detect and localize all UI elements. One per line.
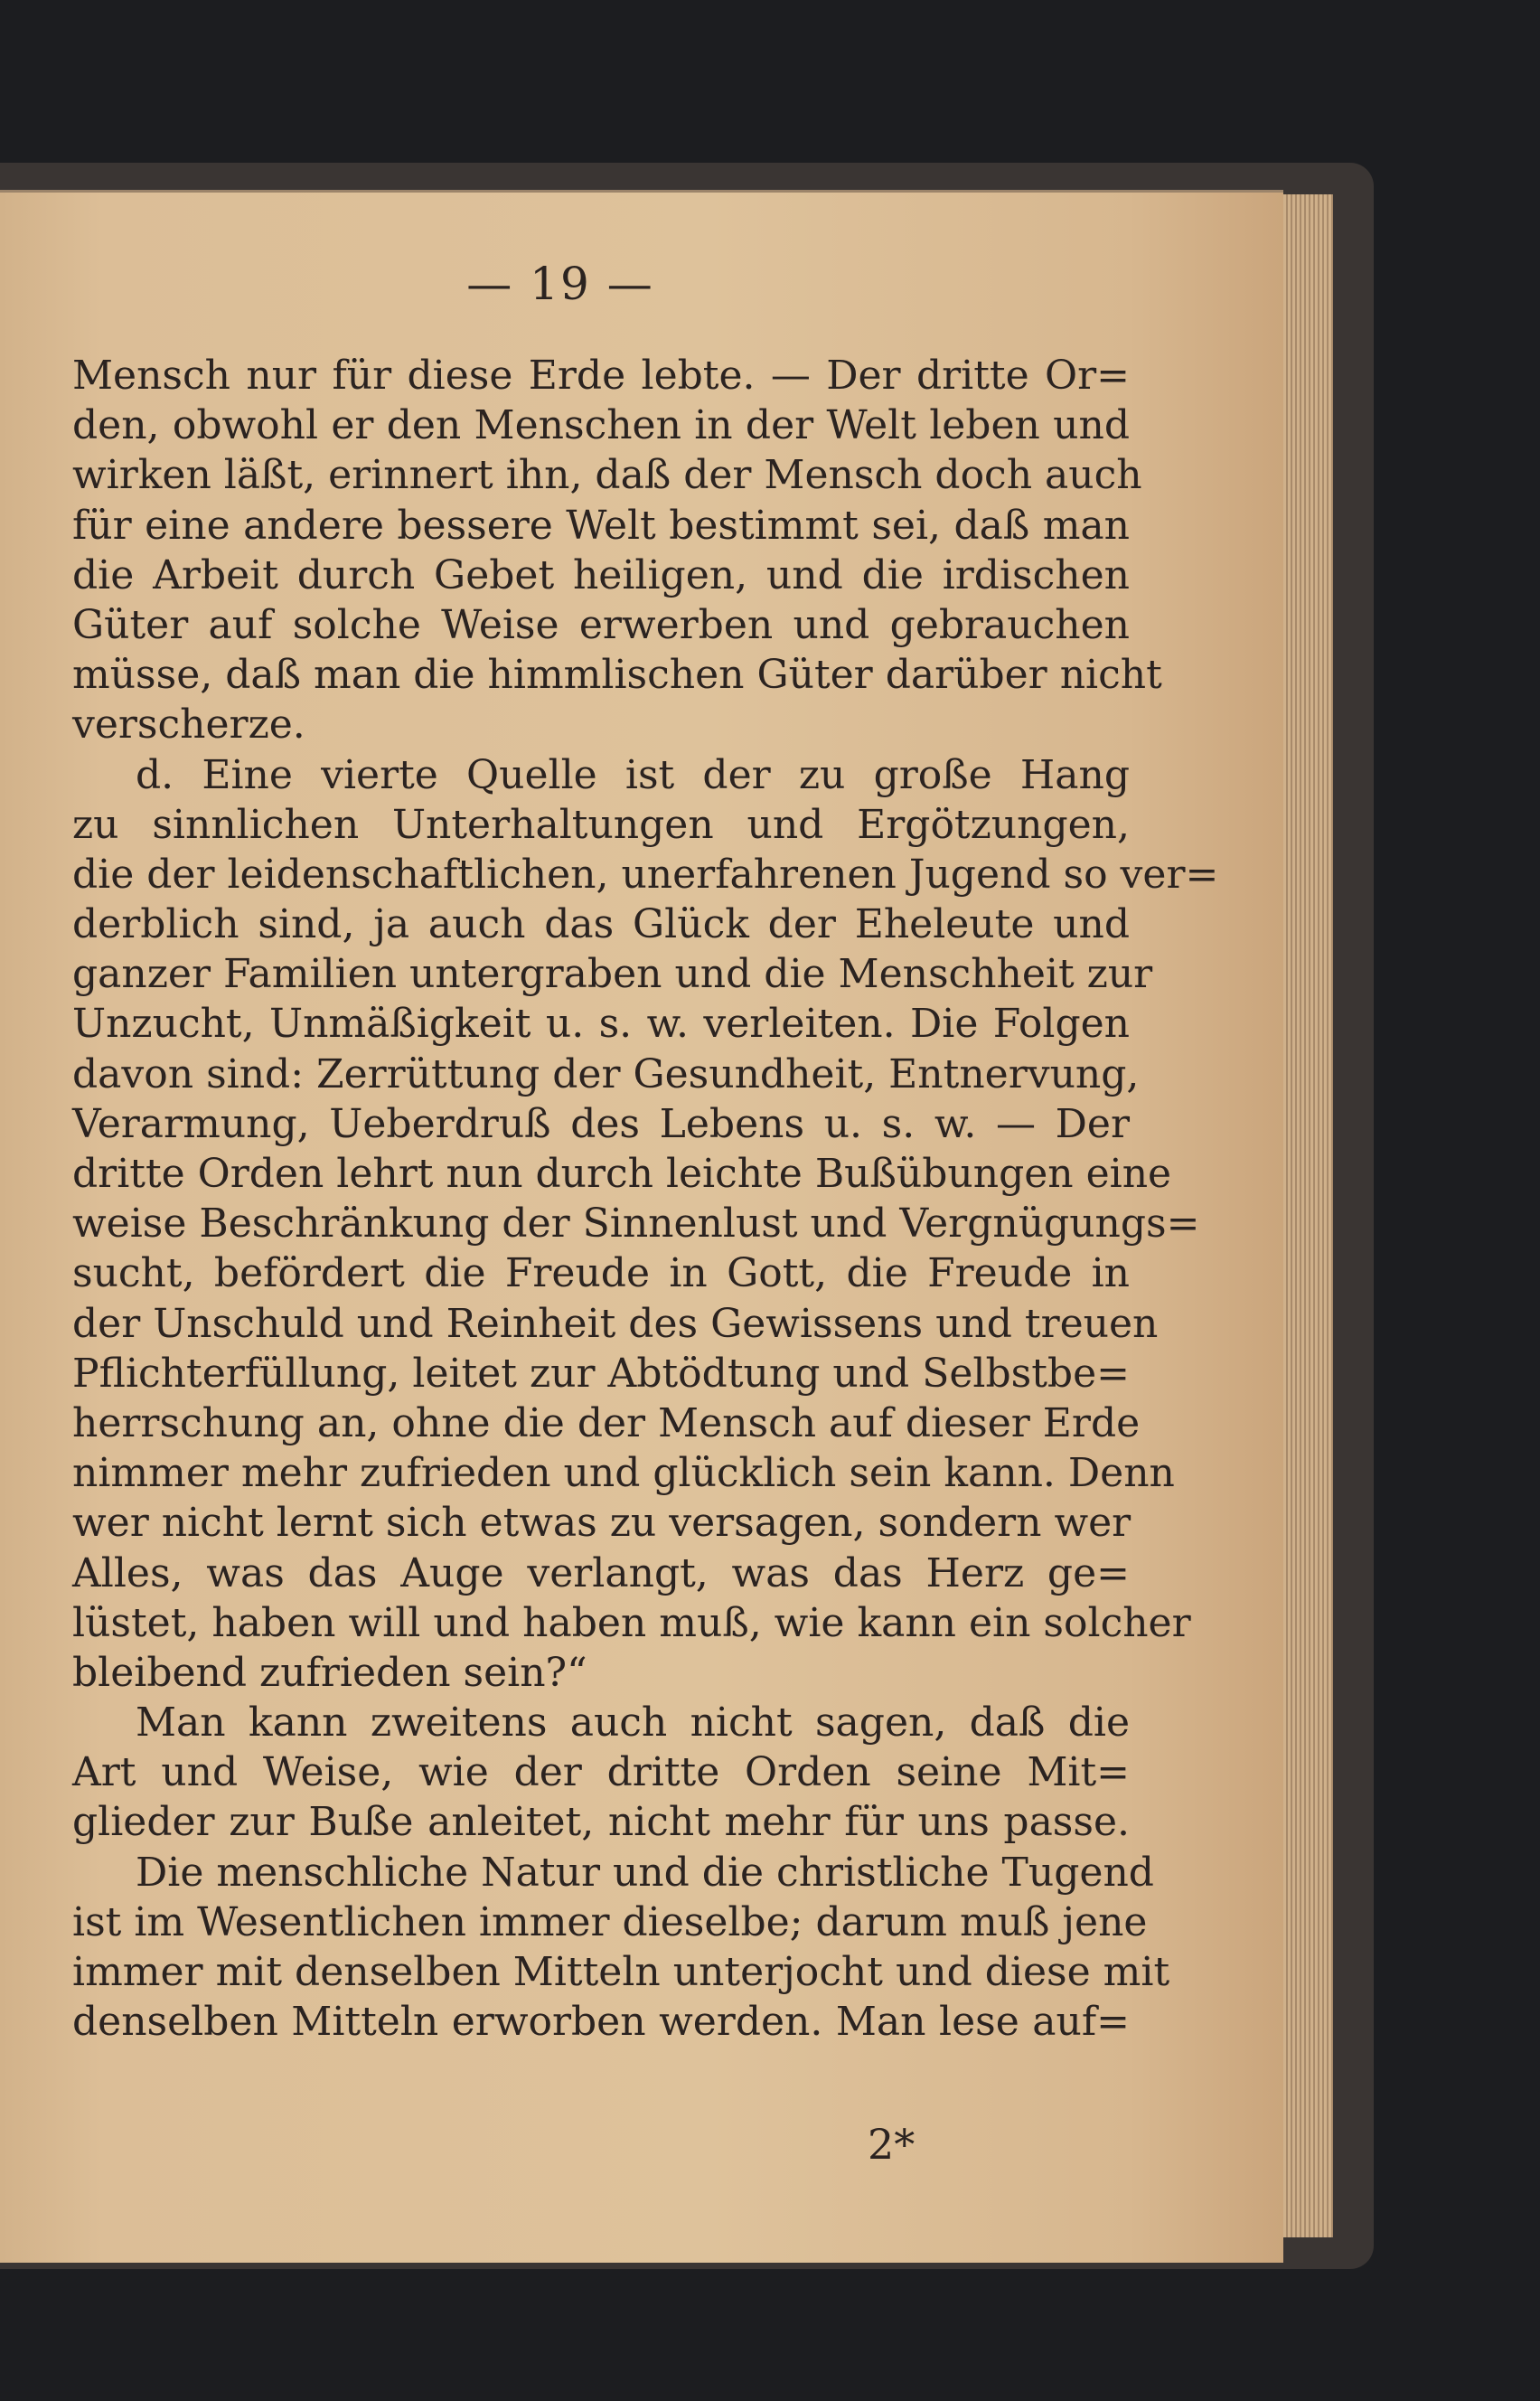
text-line: wirken läßt, erinnert ihn, daß der Mensch doch auch — [72, 452, 1142, 499]
text-line: ist im Wesentlichen immer dieselbe; darum muß jene — [72, 1898, 1148, 1945]
text-line: dritte Orden lehrt nun durch leichte Bußübungen eine — [72, 1151, 1172, 1197]
text-line: den, obwohl er den Menschen in der Welt leben und — [72, 402, 1130, 449]
text-line: Alles, was das Auge verlangt, was das Herz ge= — [72, 1549, 1130, 1596]
text-line: ganzer Familien untergraben und die Menschheit zur — [72, 951, 1153, 998]
page-text — [72, 351, 1219, 2047]
text-line: zu sinnlichen Unterhaltungen und Ergötzungen, — [72, 801, 1130, 848]
text-line: immer mit denselben Mitteln unterjocht und diese mit — [72, 1949, 1170, 1995]
text-line: Die menschliche Natur und die christliche Tugend — [136, 1849, 1154, 1896]
text-line: Man kann zweitens auch nicht sagen, daß die — [136, 1700, 1130, 1747]
text-line: bleibend zufrieden sein?“ — [72, 1649, 587, 1696]
text-line: nimmer mehr zufrieden und glücklich sein kann. Denn — [72, 1450, 1175, 1497]
text-line: Unzucht, Unmäßigkeit u. s. w. verleiten. Die Folgen — [72, 1001, 1130, 1048]
text-line: für eine andere bessere Welt bestimmt sei, daß man — [72, 502, 1130, 549]
page-number: — 19 — — [466, 258, 654, 310]
text-line: davon sind: Zerrüttung der Gesundheit, Entnervung, — [72, 1050, 1140, 1097]
text-line: weise Beschränkung der Sinnenlust und Vergnügungs= — [72, 1200, 1200, 1248]
text-line: der Unschuld und Reinheit des Gewissens und treuen — [72, 1300, 1159, 1347]
text-line: derblich sind, ja auch das Glück der Eheleute und — [72, 901, 1130, 948]
text-line: Verarmung, Ueberdruß des Lebens u. s. w. — Der — [72, 1100, 1130, 1147]
text-line: Pflichterfüllung, leitet zur Abtödtung und Selbstbe= — [72, 1350, 1130, 1397]
text-line: Mensch nur für diese Erde lebte. — Der dritte Or= — [72, 353, 1130, 399]
page-edges — [1283, 194, 1333, 2237]
text-line: Art und Weise, wie der dritte Orden seine Mit= — [72, 1749, 1130, 1796]
text-line: die der leidenschaftlichen, unerfahrenen Jugend so ver= — [72, 851, 1219, 898]
text-line: d. Eine vierte Quelle ist der zu große Hang — [136, 751, 1130, 798]
text-line: herrschung an, ohne die der Mensch auf dieser Erde — [72, 1399, 1141, 1446]
text-line: lüstet, haben will und haben muß, wie kann ein solcher — [72, 1599, 1191, 1646]
text-line: denselben Mitteln erworben werden. Man lese auf= — [72, 1999, 1130, 2046]
text-line: wer nicht lernt sich etwas zu versagen, sondern wer — [72, 1500, 1132, 1547]
signature-mark: 2* — [868, 2120, 916, 2169]
text-line: Güter auf solche Weise erwerben und gebrauchen — [72, 601, 1130, 648]
text-line: die Arbeit durch Gebet heiligen, und die irdischen — [72, 551, 1130, 598]
text-line: müsse, daß man die himmlischen Güter darüber nicht — [72, 652, 1162, 699]
text-line: sucht, befördert die Freude in Gott, die Freude in — [72, 1250, 1130, 1297]
text-line: glieder zur Buße anleitet, nicht mehr für uns passe. — [72, 1799, 1130, 1846]
text-line: verscherze. — [72, 701, 305, 749]
